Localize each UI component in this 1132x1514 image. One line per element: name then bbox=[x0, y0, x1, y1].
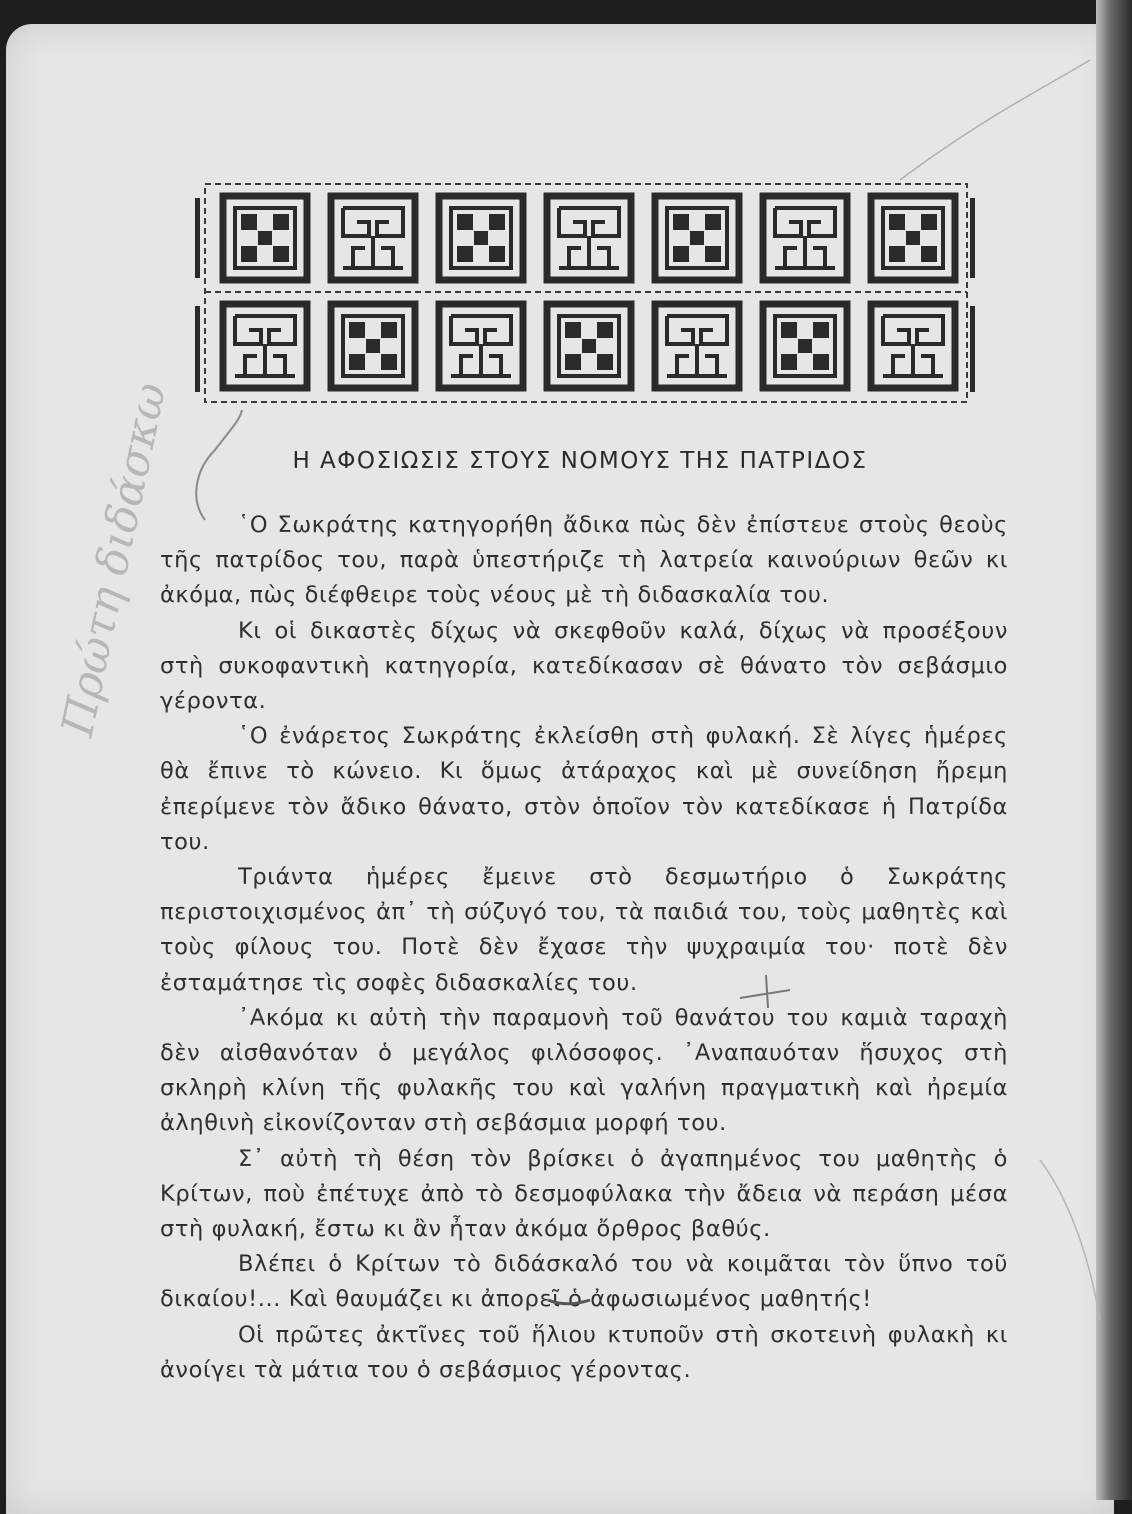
paragraph: Κι οἱ δικαστὲς δίχως νὰ σκεφθοῦν καλά, δίχως νὰ προσέξουν στὴ συκοφαντικὴ κατηγορία, κατεδίκασαν σὲ θάνατο τὸν σεβάσμιο γέροντα. bbox=[160, 617, 1008, 715]
ornament-cross-tile bbox=[871, 196, 955, 280]
paragraph: ῾Ο ἐνάρετος Σωκράτης ἐκλείσθη στὴ φυλακή. Σὲ λίγες ἡμέρες θὰ ἔπινε τὸ κώνειο. Κι ὅμως ἀτάραχος καὶ μὲ συνείδηση ἤρεμη ἐπερίμενε τὸν ἄδικο θάνατο, στὸν ὁποῖον τὸν κατεδίκασε ἡ Πατρίδα του. bbox=[160, 723, 1008, 855]
ornament-meander-tile bbox=[871, 304, 955, 388]
body-text bbox=[160, 508, 1008, 1388]
paragraph: Οἱ πρῶτες ἀκτῖνες τοῦ ἥλιου κτυποῦν στὴ σκοτεινὴ φυλακὴ κι ἀνοίγει τὰ μάτια του ὁ σεβάσμιος γέροντας. bbox=[160, 1321, 1008, 1383]
chapter-heading: Η ΑΦΟΣΙΩΣΙΣ ΣΤΟΥΣ ΝΟΜΟΥΣ ΤΗΣ ΠΑΤΡΙΔΟΣ bbox=[292, 448, 868, 474]
ornament-cross-tile bbox=[223, 196, 307, 280]
paragraph: Σ᾽ αὐτὴ τὴ θέση τὸν βρίσκει ὁ ἀγαπημένος του μαθητὴς ὁ Κρίτων, ποὺ ἐπέτυχε ἀπὸ τὸ δεσμοφύλακα τὴν ἄδεια νὰ περάση μέσα στὴ φυλακή, ἔστω κι ἂν ἦταν ἀκόμα ὄρθρος βαθύς. bbox=[160, 1145, 1008, 1243]
book-edge bbox=[1096, 0, 1132, 1500]
paragraph: ᾽Ακόμα κι αὐτὴ τὴν παραμονὴ τοῦ θανάτου του καμιὰ ταραχὴ δὲν αἰσθανόταν ὁ μεγάλος φιλόσοφος. ᾽Αναπαυόταν ἥσυχος στὴ σκληρὴ κλίνη τῆς φυλακῆς του καὶ γαλήνη πραγματικὴ καὶ ἠρεμία ἀληθινὴ εἰκονίζονταν στὴ σεβάσμια μορφή του. bbox=[160, 1004, 1008, 1137]
meander-ornament bbox=[195, 178, 975, 408]
ornament-meander-tile bbox=[223, 304, 307, 388]
paragraph: Τριάντα ἡμέρες ἔμεινε στὸ δεσμωτήριο ὁ Σωκράτης περιστοιχισμένος ἀπ᾽ τὴ σύζυγό του, τὰ παιδιά του, τοὺς μαθητὲς καὶ τοὺς φίλους του. Ποτὲ δὲν ἔχασε τὴν ψυχραιμία του· ποτὲ δὲν ἐσταμάτησε τὶς σοφὲς διδασκαλίες του. bbox=[160, 864, 1008, 996]
meander-ornament-band bbox=[195, 178, 975, 408]
ornament-cross-tile bbox=[547, 304, 631, 388]
ornament-cross-tile bbox=[331, 304, 415, 388]
ornament-meander-tile bbox=[655, 304, 739, 388]
ornament-cross-tile bbox=[439, 196, 523, 280]
handwritten-margin-note: Πρώτη διδάσκω bbox=[52, 378, 177, 741]
ornament-cross-tile bbox=[763, 304, 847, 388]
paragraph: Βλέπει ὁ Κρίτων τὸ διδάσκαλό του νὰ κοιμᾶται τὸν ὕπνο τοῦ δικαίου!... Καὶ θαυμάζει κι ἀπορεῖ ὁ ἀφωσιωμένος μαθητής! bbox=[160, 1251, 1008, 1313]
ornament-meander-tile bbox=[763, 196, 847, 280]
ornament-cross-tile bbox=[655, 196, 739, 280]
ornament-meander-tile bbox=[331, 196, 415, 280]
paragraph: ῾Ο Σωκράτης κατηγορήθη ἄδικα πὼς δὲν ἐπίστευε στοὺς θεοὺς τῆς πατρίδος του, παρὰ ὑπεστήριζε τὴ λατρεία καινούριων θεῶν κι ἀκόμα, πὼς διέφθειρε τοὺς νέους μὲ τὴ διδασκαλία του. bbox=[160, 512, 1008, 609]
ornament-meander-tile bbox=[439, 304, 523, 388]
ornament-meander-tile bbox=[547, 196, 631, 280]
